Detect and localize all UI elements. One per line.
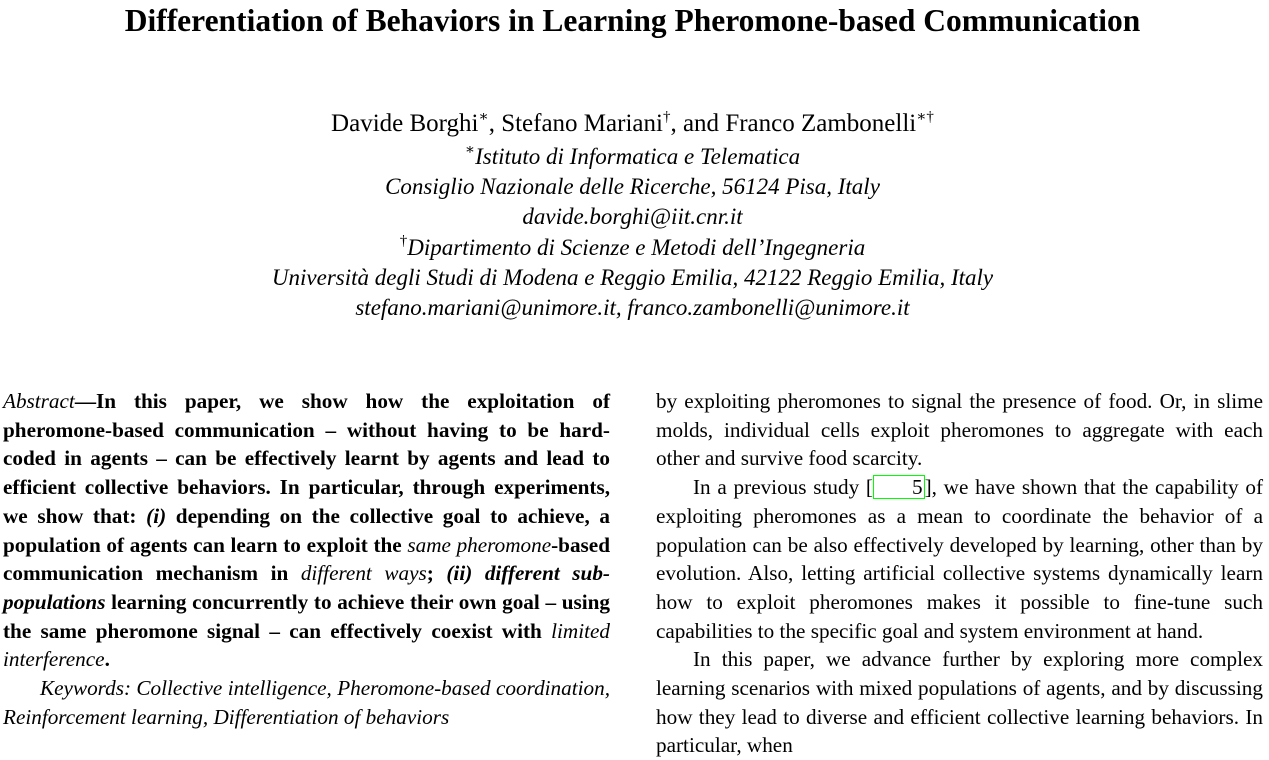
abstract-emphasis: different ways bbox=[300, 561, 427, 586]
abstract-emphasis: (ii) different sub-populations bbox=[3, 561, 610, 614]
affiliation-1-institute bbox=[0, 142, 1265, 172]
abstract-text: . bbox=[104, 647, 110, 672]
abstract-emphasis: (i) bbox=[146, 503, 167, 528]
abstract-text: In this paper, we show how the exploitation of pheromone-based communication – without having to be hard-coded in agents – can be effectively learnt by agents and lead to efficient collective behaviors. In particular, through experiments, we show that: bbox=[3, 389, 610, 528]
abstract-text: ; bbox=[426, 561, 447, 586]
affiliation-2-email: stefano.mariani@unimore.it, franco.zambonelli@unimore.it bbox=[355, 295, 910, 320]
author-name: Stefano Mariani bbox=[501, 110, 663, 137]
affiliation-2-department bbox=[0, 233, 1265, 263]
left-column bbox=[3, 387, 610, 731]
body-paragraph: In this paper, we advance further by exploring more complex learning scenarios with mixed populations of agents, and by discussing how they lead to diverse and efficient collective learning behaviors. In particular, when bbox=[656, 647, 1263, 758]
citation-link[interactable]: 5 bbox=[873, 475, 925, 499]
abstract-label: Abstract bbox=[3, 389, 75, 413]
affiliation-mark: ∗ bbox=[464, 142, 476, 158]
author-separator: , and bbox=[670, 110, 726, 137]
paper-title: Differentiation of Behaviors in Learning Pheromone-based Communication bbox=[124, 3, 1141, 38]
affiliation-1-email: davide.borghi@iit.cnr.it bbox=[522, 204, 743, 229]
affiliation-mark: † bbox=[399, 233, 408, 249]
body-text: , we have shown that the capability of exploiting pheromones as a mean to coordinate the behavior of a population can be also effectively developed by learning, other than by evolution. Also, letting artificial collective systems dynamically learn how to exploit pheromones makes it possible to fine-tune such capabilities to the specific goal and system environment at hand. bbox=[656, 475, 1263, 643]
abstract-emphasis: same pheromone bbox=[407, 532, 552, 557]
body-paragraph: In a previous study [ 5], we have shown that the capability of exploiting pheromones as a mean to coordinate the behavior of a population can be also effectively developed by learning, other than by evolution. Also, letting artificial collective systems dynamically learn how to exploit pheromones makes it possible to fine-tune such capabilities to the specific goal and system environment at hand. bbox=[656, 475, 1263, 643]
abstract-paragraph bbox=[3, 387, 610, 674]
right-column bbox=[656, 387, 1263, 760]
abstract-text: -based communication mechanism in bbox=[3, 532, 610, 586]
keywords: Keywords: Collective intelligence, Pheromone-based coordination, Reinforcement learning, Differentiation of behaviors bbox=[3, 676, 610, 729]
author-mark: † bbox=[662, 109, 671, 125]
body-paragraph: by exploiting pheromones to signal the presence of food. Or, in slime molds, individual cells exploit pheromones to aggregate with each other and survive food scarcity. bbox=[656, 389, 1263, 471]
author-name: Davide Borghi bbox=[331, 110, 479, 137]
affiliation-1-address: Consiglio Nazionale delle Ricerche, 56124 Pisa, Italy bbox=[385, 174, 880, 199]
abstract-text: learning concurrently to achieve their own goal – using the same pheromone signal – can effectively coexist with bbox=[3, 589, 610, 643]
affiliation-text: Istituto di Informatica e Telematica bbox=[475, 144, 801, 169]
author-list bbox=[0, 108, 1265, 140]
author-mark: ∗ bbox=[478, 109, 489, 125]
author-separator: , bbox=[488, 110, 502, 137]
author-name: Franco Zambonelli bbox=[725, 110, 917, 137]
abstract-emphasis: limited interference bbox=[3, 618, 610, 672]
author-mark: ∗† bbox=[916, 109, 934, 125]
body-text: In a previous study bbox=[693, 475, 866, 500]
affiliation-text: Dipartimento di Scienze e Metodi dell’Ingegneria bbox=[407, 235, 866, 260]
affiliation-2-address: Università degli Studi di Modena e Reggio Emilia, 42122 Reggio Emilia, Italy bbox=[271, 265, 994, 290]
abstract-dash: — bbox=[74, 389, 96, 413]
abstract-text: depending on the collective goal to achieve, a population of agents can learn to exploit the bbox=[3, 503, 610, 557]
